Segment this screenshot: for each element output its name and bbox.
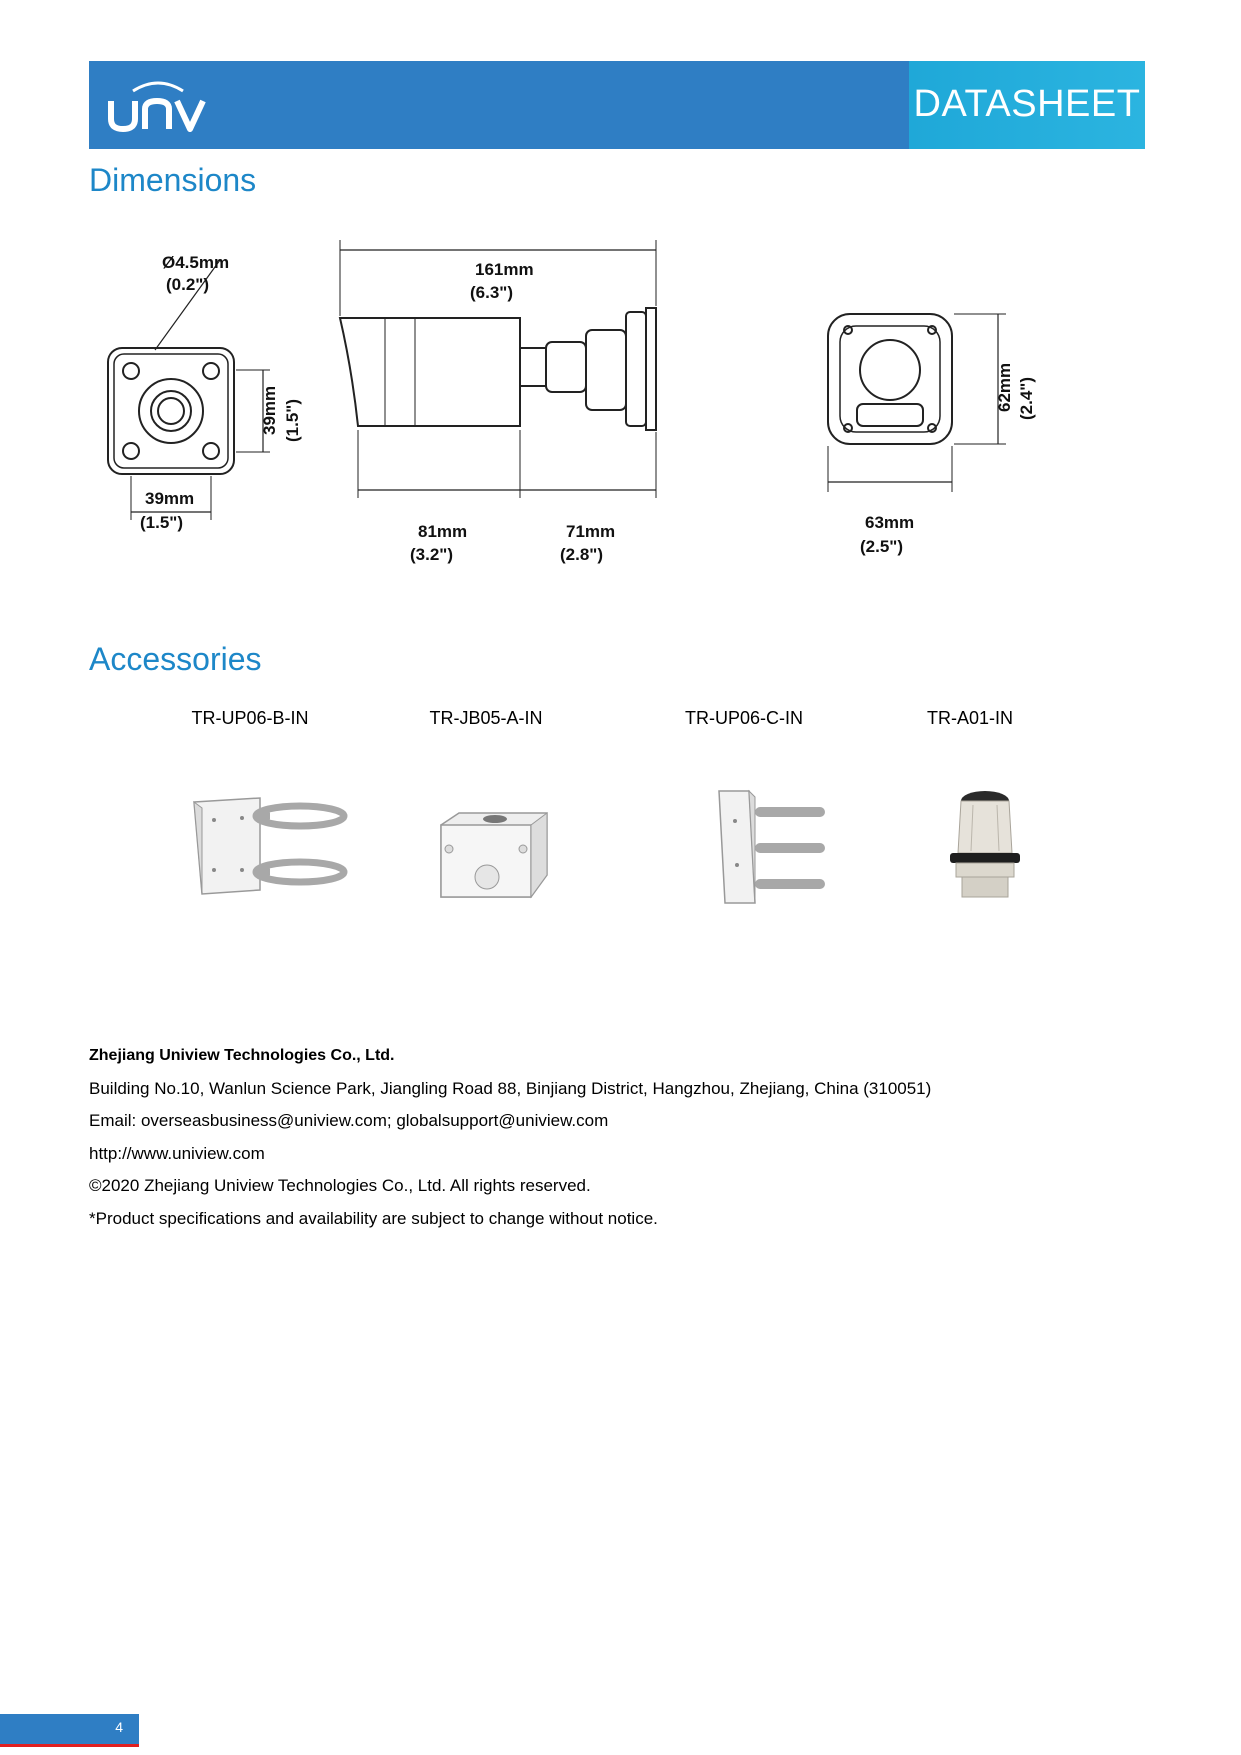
rear-view: [828, 314, 1006, 492]
copyright-text: ©2020 Zhejiang Uniview Technologies Co., Ltd. All rights reserved.: [89, 1176, 591, 1195]
page-number-bar: [0, 1714, 139, 1747]
junction-box-icon: [435, 805, 555, 905]
front-width-in-label: (1.5"): [140, 513, 184, 532]
cable-gland-icon: [940, 785, 1030, 905]
unv-logo: [103, 73, 213, 135]
total-length-in-label: (6.3"): [470, 283, 514, 302]
body-length-label: 81mm: [418, 522, 468, 541]
header-bar: [89, 61, 1145, 149]
company-website[interactable]: http://www.uniview.com: [89, 1143, 265, 1163]
accessory-label: TR-UP06-B-IN: [191, 708, 309, 728]
front-height-label: 39mm: [260, 385, 279, 435]
accessory-label: TR-UP06-C-IN: [684, 708, 803, 728]
datasheet-label: DATASHEET: [913, 83, 1141, 125]
pole-mount-c-icon: [715, 787, 835, 907]
bracket-length-label: 71mm: [566, 522, 616, 541]
company-email[interactable]: Email: overseasbusiness@uniview.com; globalsupport@uniview.com: [89, 1111, 609, 1130]
front-view: [108, 260, 270, 520]
company-name: Zhejiang Uniview Technologies Co., Ltd.: [89, 1047, 395, 1064]
accessory-label: TR-A01-IN: [926, 708, 1013, 728]
bracket-length-in-label: (2.8"): [560, 545, 604, 564]
company-info: [89, 1040, 931, 1235]
datasheet-tab: [909, 61, 1145, 149]
rear-height-in-label: (2.4"): [1017, 376, 1036, 420]
accessory-label: TR-JB05-A-IN: [429, 708, 543, 728]
body-length-in-label: (3.2"): [410, 545, 454, 564]
accessories-title: Accessories: [89, 641, 262, 677]
rear-height-label: 62mm: [995, 362, 1014, 412]
rear-width-label: 63mm: [865, 513, 915, 532]
dimensions-drawing: [100, 230, 1130, 570]
rear-width-in-label: (2.5"): [860, 537, 904, 556]
hole-dia-label: Ø4.5mm: [162, 253, 230, 272]
front-width-label: 39mm: [145, 489, 195, 508]
company-address: Building No.10, Wanlun Science Park, Jiangling Road 88, Binjiang District, Hangzhou, Zhejiang, China (310051): [89, 1078, 932, 1098]
page-number: 4: [115, 1719, 123, 1735]
total-length-label: 161mm: [475, 260, 534, 279]
dimensions-title: Dimensions: [89, 162, 257, 198]
pole-mount-icon: [190, 790, 350, 900]
disclaimer-text: *Product specifications and availability are subject to change without notice.: [89, 1208, 658, 1228]
hole-dia-in-label: (0.2"): [166, 275, 210, 294]
front-height-in-label: (1.5"): [283, 398, 302, 442]
